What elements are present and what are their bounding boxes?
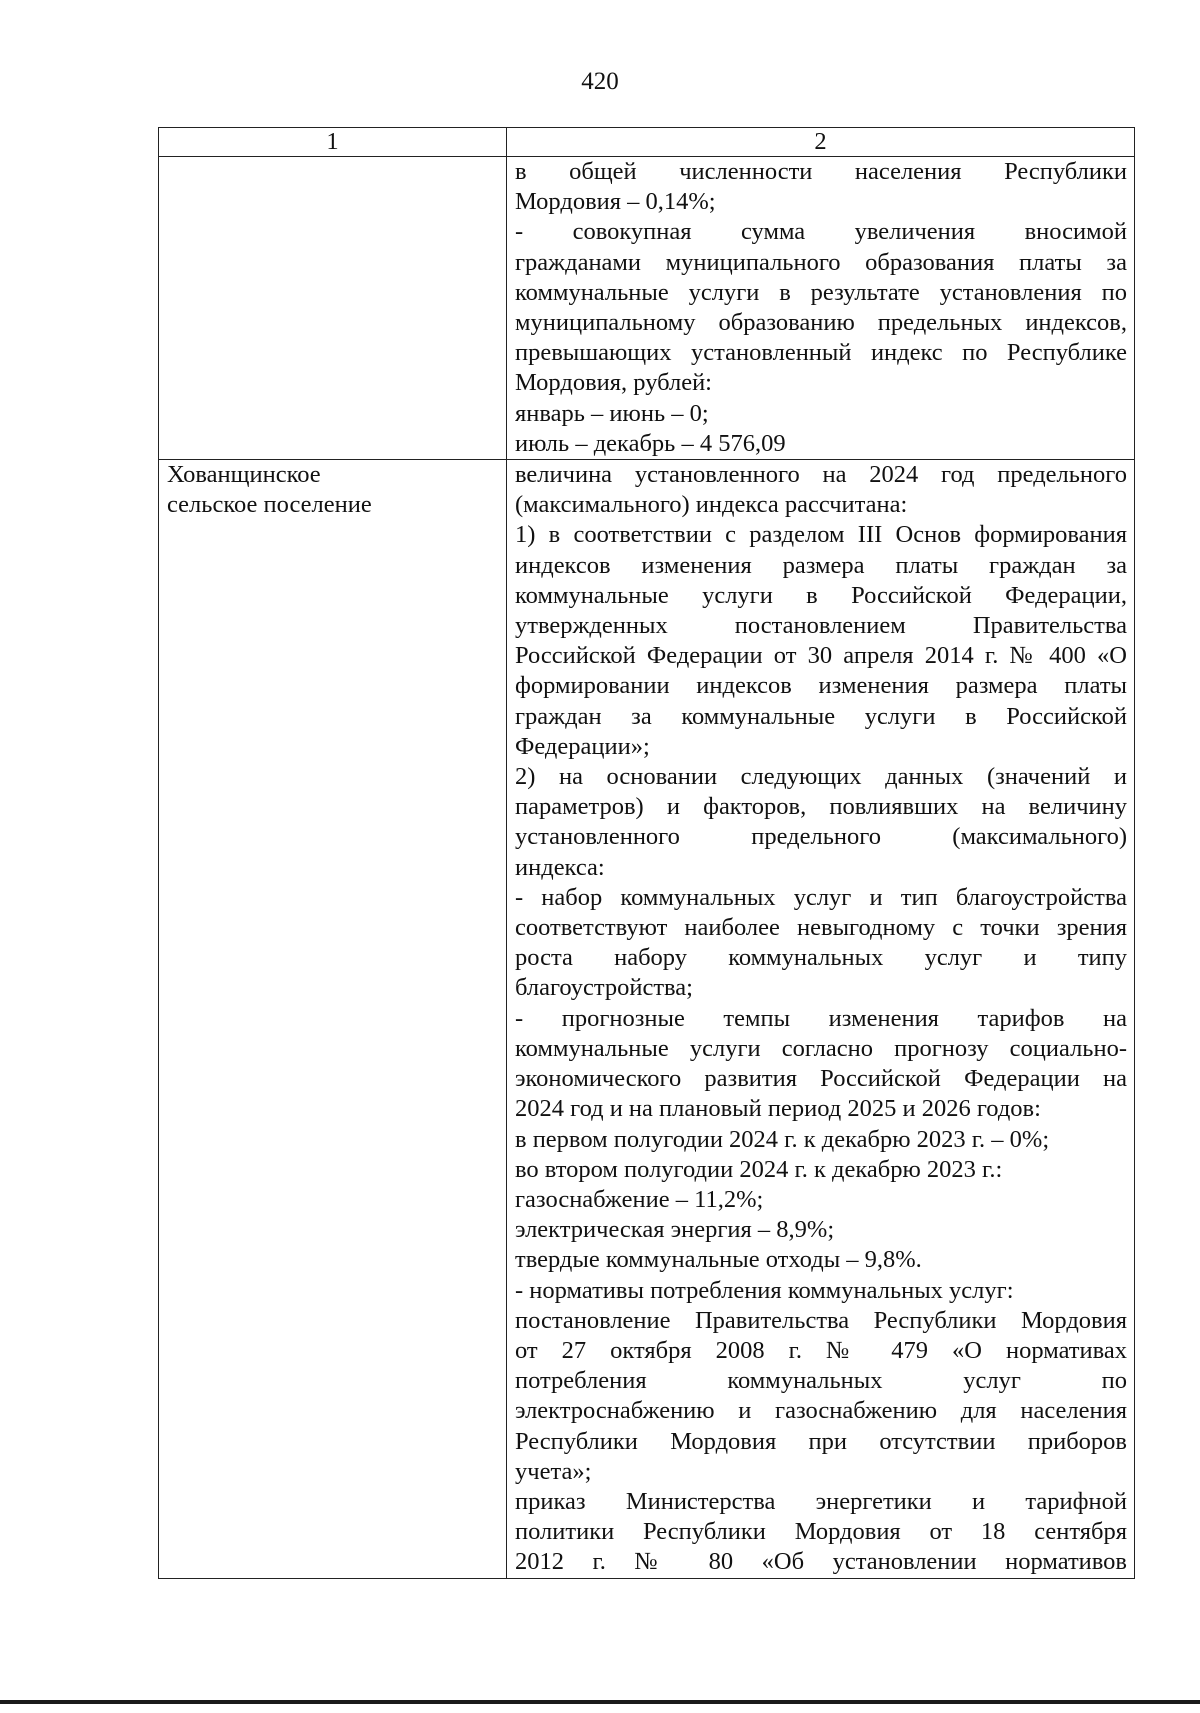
text-line: от 27 октября 2008 г. № 479 «О нормативах xyxy=(515,1336,1127,1364)
text-line: экономического развития Российской Федерации на xyxy=(515,1065,1127,1093)
text-line: соответствуют наиболее невыгодному с точки зрения xyxy=(515,914,1127,942)
text-line: индекса: xyxy=(515,853,605,881)
column-header-1: 1 xyxy=(159,128,507,157)
text-line: приказ Министерства энергетики и тарифной xyxy=(515,1487,1127,1515)
text-line: - прогнозные темпы изменения тарифов на xyxy=(515,1004,1127,1032)
text-line: учета»; xyxy=(515,1457,592,1485)
text-line: электроснабжению и газоснабжению для населения xyxy=(515,1397,1127,1425)
text-line: формировании индексов изменения размера платы xyxy=(515,672,1127,700)
column-header-2: 2 xyxy=(507,128,1135,157)
text-line: во втором полугодии 2024 г. к декабрю 2023 г.: xyxy=(515,1155,1003,1183)
text-line: твердые коммунальные отходы – 9,8%. xyxy=(515,1246,922,1274)
text-line: гражданами муниципального образования платы за xyxy=(515,248,1127,276)
data-table xyxy=(158,127,1135,1579)
text-line: величина установленного на 2024 год предельного xyxy=(515,461,1127,489)
text-line: в первом полугодии 2024 г. к декабрю 2023 г. – 0%; xyxy=(515,1125,1050,1153)
text-line: индексов изменения размера платы граждан за xyxy=(515,551,1127,579)
table-row xyxy=(159,460,1135,1579)
text-line: - набор коммунальных услуг и тип благоустройства xyxy=(515,883,1127,911)
text-line: муниципальному образованию предельных индексов, xyxy=(515,309,1127,337)
text-line: - нормативы потребления коммунальных услуг: xyxy=(515,1276,1014,1304)
text-line: электрическая энергия – 8,9%; xyxy=(515,1216,835,1244)
text-line: 2012 г. № 80 «Об установлении нормативов xyxy=(515,1548,1127,1576)
text-line: коммунальные услуги в результате установления по xyxy=(515,278,1127,306)
text-line: Мордовия, рублей: xyxy=(515,369,712,397)
text-line: политики Республики Мордовия от 18 сентября xyxy=(515,1518,1127,1546)
text-line: установленного предельного (максимального) xyxy=(515,823,1127,851)
municipality-name-line: сельское поселение xyxy=(167,491,372,519)
text-line: роста набору коммунальных услуг и типу xyxy=(515,944,1127,972)
text-line: параметров) и факторов, повлиявших на величину xyxy=(515,793,1127,821)
municipality-name-line: Хованщинское xyxy=(167,461,321,489)
text-line: Мордовия – 0,14%; xyxy=(515,188,716,216)
row1-right-cell xyxy=(507,157,1135,460)
text-line: коммунальные услуги в Российской Федерации, xyxy=(515,581,1127,609)
row2-left-cell xyxy=(159,460,507,1579)
text-line: в общей численности населения Республики xyxy=(515,158,1127,185)
text-line: 1) в соответствии с разделом III Основ формирования xyxy=(515,521,1127,549)
text-line: январь – июнь – 0; xyxy=(515,399,709,427)
table-header-row xyxy=(159,128,1135,157)
row2-right-cell xyxy=(507,460,1135,1579)
table-row xyxy=(159,157,1135,460)
text-line: 2024 год и на плановый период 2025 и 2026 годов: xyxy=(515,1095,1041,1123)
row1-left-cell xyxy=(159,157,507,460)
scan-edge-line xyxy=(0,1700,1200,1704)
text-line: граждан за коммунальные услуги в Российской xyxy=(515,702,1127,730)
text-line: превышающих установленный индекс по Республике xyxy=(515,339,1127,367)
text-line: постановление Правительства Республики Мордовия xyxy=(515,1306,1127,1334)
text-line: 2) на основании следующих данных (значений и xyxy=(515,763,1127,791)
page-number: 420 xyxy=(581,68,619,95)
text-line: благоустройства; xyxy=(515,974,693,1002)
text-line: газоснабжение – 11,2%; xyxy=(515,1185,764,1213)
text-line: потребления коммунальных услуг по xyxy=(515,1367,1127,1395)
text-line: (максимального) индекса рассчитана: xyxy=(515,491,908,519)
text-line: Российской Федерации от 30 апреля 2014 г. № 400 «О xyxy=(515,642,1127,670)
text-line: коммунальные услуги согласно прогнозу социально- xyxy=(515,1034,1127,1062)
text-line: июль – декабрь – 4 576,09 xyxy=(515,429,786,457)
text-line: Республики Мордовия при отсутствии приборов xyxy=(515,1427,1127,1455)
text-line: Федерации»; xyxy=(515,732,650,760)
text-line: утвержденных постановлением Правительства xyxy=(515,612,1127,640)
text-line: - совокупная сумма увеличения вносимой xyxy=(515,218,1127,246)
